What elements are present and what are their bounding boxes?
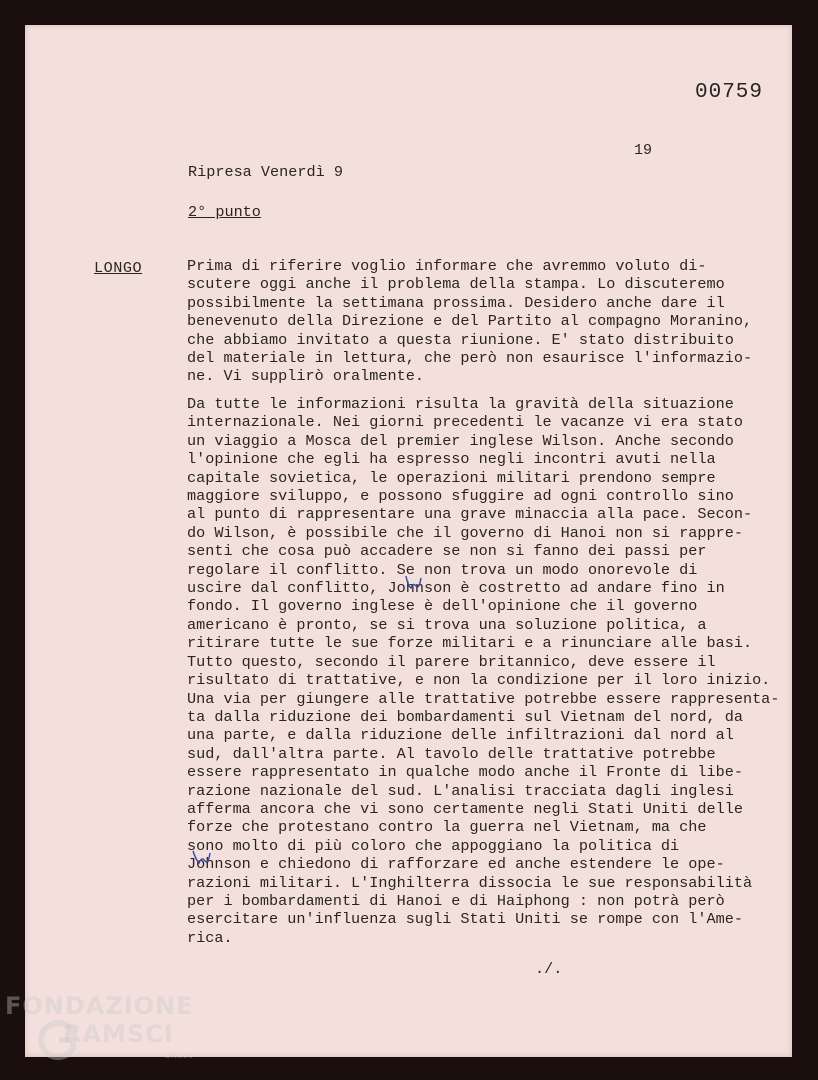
text-line: l'opinione che egli ha espresso negli incontri avuti nella	[187, 450, 716, 469]
text-line: Una via per giungere alle trattative potrebbe essere rappresenta-	[187, 689, 780, 708]
text-line: del materiale in lettura, che però non esaurisce l'informazio-	[187, 349, 753, 368]
text-line: Da tutte le informazioni risulta la gravità della situazione	[187, 395, 734, 413]
text-line: essere rappresentato in qualche modo anche il Fronte di libe-	[187, 763, 743, 782]
text-line: per i bombardamenti di Hanoi e di Haiphong : non potrà però	[187, 891, 725, 910]
paragraph-intro	[187, 257, 791, 386]
speaker-name: LONGO	[94, 259, 143, 277]
text-line: ritirare tutte le sue forze militari e a rinunciare alle basi.	[187, 634, 753, 653]
text-line: risultato di trattative, e non la condizione per il loro inizio.	[187, 671, 771, 690]
document-number: 00759	[695, 81, 764, 104]
continuation-mark: ./.	[535, 960, 563, 978]
text-line: fondo. Il governo inglese è dell'opinione che il governo	[187, 597, 698, 616]
watermark-small: ONLUS	[165, 1052, 194, 1060]
archive-watermark	[5, 990, 205, 1070]
page-number: 19	[634, 142, 653, 159]
session-heading: Ripresa Venerdì 9	[188, 163, 343, 181]
text-line: Prima di riferire voglio informare che avremmo voluto di-	[187, 257, 707, 275]
text-line: una parte, e dalla riduzione delle infiltrazioni dal nord al	[187, 726, 734, 745]
text-line: afferma ancora che vi sono certamente negli Stati Uniti delle	[187, 799, 743, 818]
text-line: forze che protestano contro la guerra nel Vietnam, ma che	[187, 818, 707, 837]
text-line: ne. Vi supplirò oralmente.	[187, 367, 424, 386]
agenda-point-heading: 2° punto	[188, 203, 261, 221]
text-line: ta dalla riduzione dei bombardamenti sul Vietnam del nord, da	[187, 707, 743, 726]
watermark-line-1: FONDAZIONE	[5, 992, 194, 1020]
text-line: al punto di rappresentare una grave minaccia alla pace. Secon-	[187, 505, 753, 524]
text-line: razioni militari. L'Inghilterra dissocia le sue responsabilità	[187, 873, 753, 892]
text-line: razione nazionale del sud. L'analisi tracciata dagli inglesi	[187, 781, 734, 800]
text-line: benevenuto della Direzione e del Partito al compagno Moranino,	[187, 312, 753, 331]
text-line: Tutto questo, secondo il parere britannico, deve essere il	[187, 652, 716, 671]
text-line: esercitare un'influenza sugli Stati Uniti se rompe con l'Ame-	[187, 910, 743, 929]
paragraph-international	[187, 395, 791, 947]
text-line: che abbiamo invitato a questa riunione. E' stato distribuito	[187, 330, 734, 349]
text-line: possibilmente la settimana prossima. Desidero anche dare il	[187, 293, 725, 312]
text-line: Johnson e chiedono di rafforzare ed anche estendere le ope-	[187, 855, 725, 874]
text-line: rica.	[187, 928, 233, 947]
text-line: sud, dall'altra parte. Al tavolo delle trattative potrebbe	[187, 744, 716, 763]
text-line: regolare il conflitto. Se non trova un modo onorevole di	[187, 560, 698, 579]
text-line: uscire dal conflitto, Johnson è costretto ad andare fino in	[187, 579, 725, 598]
text-line: maggiore sviluppo, e possono sfuggire ad ogni controllo sino	[187, 487, 734, 506]
text-line: capitale sovietica, le operazioni militari prendono sempre	[187, 468, 716, 487]
text-line: do Wilson, è possibile che il governo di Hanoi non si rappre-	[187, 523, 743, 542]
text-line: senti che cosa può accadere se non si fanno dei passi per	[187, 542, 707, 561]
watermark-line-2: RAMSCI	[63, 1020, 174, 1048]
text-line: scutere oggi anche il problema della stampa. Lo discuteremo	[187, 275, 725, 294]
text-line: americano è pronto, se si trova una soluzione politica, a	[187, 615, 707, 634]
text-line: un viaggio a Mosca del premier inglese Wilson. Anche secondo	[187, 431, 734, 450]
text-line: sono molto di più coloro che appoggiano la politica di	[187, 836, 680, 855]
text-line: internazionale. Nei giorni precedenti le vacanze vi era stato	[187, 413, 743, 432]
